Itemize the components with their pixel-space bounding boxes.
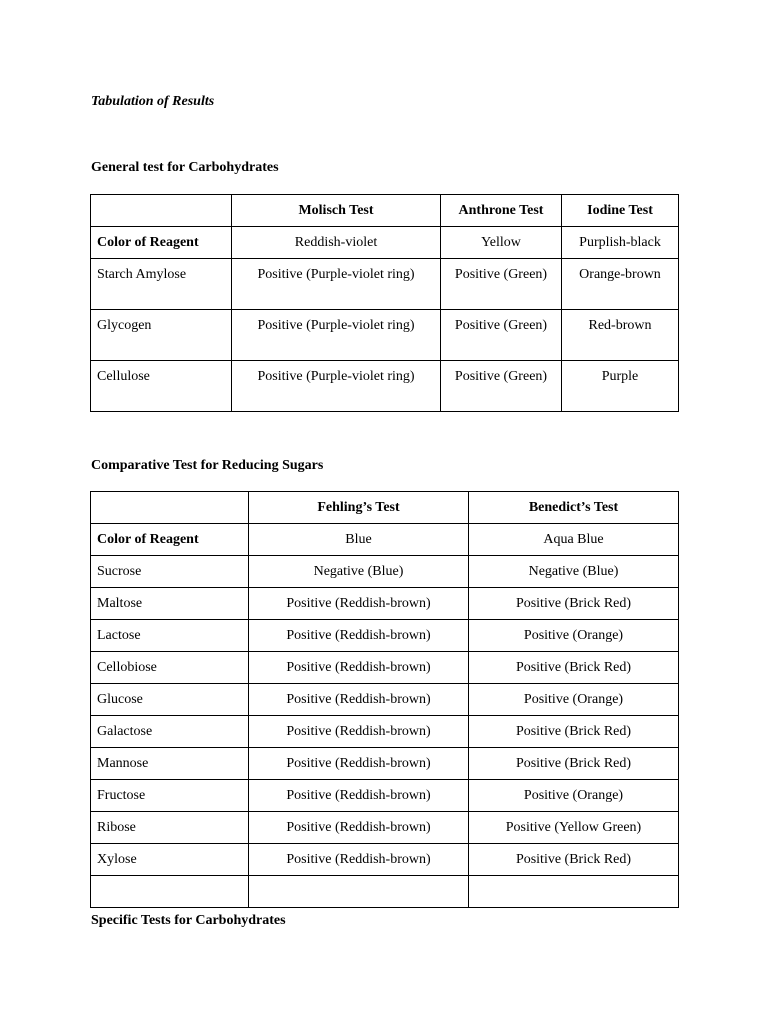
table-row	[91, 310, 679, 361]
row-label: Color of Reagent	[91, 524, 249, 556]
table-cell: Positive (Purple-violet ring)	[232, 361, 441, 412]
column-header	[91, 195, 232, 227]
table-row	[91, 524, 679, 556]
table-cell: Positive (Brick Red)	[469, 588, 679, 620]
table-cell: Red-brown	[562, 310, 679, 361]
specific-test-heading: Specific Tests for Carbohydrates	[91, 913, 286, 928]
table-cell: Positive (Reddish-brown)	[249, 652, 469, 684]
row-label: Cellulose	[91, 361, 232, 412]
column-header	[91, 492, 249, 524]
row-label: Maltose	[91, 588, 249, 620]
row-label: Xylose	[91, 844, 249, 876]
table-cell: Purple	[562, 361, 679, 412]
table-cell: Positive (Brick Red)	[469, 844, 679, 876]
table-cell: Orange-brown	[562, 259, 679, 310]
table-row	[91, 684, 679, 716]
table-row	[91, 652, 679, 684]
table-cell: Positive (Green)	[441, 259, 562, 310]
table-row	[91, 844, 679, 876]
column-header: Iodine Test	[562, 195, 679, 227]
row-label: Cellobiose	[91, 652, 249, 684]
table-cell: Blue	[249, 524, 469, 556]
column-header: Fehling’s Test	[249, 492, 469, 524]
comparative-test-table	[90, 491, 679, 908]
column-header: Molisch Test	[232, 195, 441, 227]
column-header: Anthrone Test	[441, 195, 562, 227]
table-cell: Negative (Blue)	[469, 556, 679, 588]
table-cell: Positive (Orange)	[469, 780, 679, 812]
table-row	[91, 620, 679, 652]
row-label	[91, 876, 249, 908]
table-cell: Positive (Brick Red)	[469, 748, 679, 780]
row-label: Galactose	[91, 716, 249, 748]
table-cell: Positive (Orange)	[469, 620, 679, 652]
table-cell: Positive (Green)	[441, 310, 562, 361]
table-cell	[249, 876, 469, 908]
table-header-row	[91, 195, 679, 227]
table-row	[91, 227, 679, 259]
table-row	[91, 812, 679, 844]
table-cell: Yellow	[441, 227, 562, 259]
table-row	[91, 588, 679, 620]
table-row	[91, 876, 679, 908]
table-cell	[469, 876, 679, 908]
table-cell: Aqua Blue	[469, 524, 679, 556]
column-header: Benedict’s Test	[469, 492, 679, 524]
page-title: Tabulation of Results	[91, 94, 215, 109]
table-cell: Reddish-violet	[232, 227, 441, 259]
table-header-row	[91, 492, 679, 524]
table-cell: Positive (Brick Red)	[469, 652, 679, 684]
table-cell: Positive (Purple-violet ring)	[232, 310, 441, 361]
row-label: Sucrose	[91, 556, 249, 588]
row-label: Ribose	[91, 812, 249, 844]
table-row	[91, 748, 679, 780]
row-label: Color of Reagent	[91, 227, 232, 259]
table-cell: Positive (Reddish-brown)	[249, 844, 469, 876]
table-cell: Positive (Reddish-brown)	[249, 684, 469, 716]
table-cell: Positive (Orange)	[469, 684, 679, 716]
table-cell: Positive (Yellow Green)	[469, 812, 679, 844]
row-label: Starch Amylose	[91, 259, 232, 310]
table-cell: Positive (Reddish-brown)	[249, 716, 469, 748]
table-cell: Positive (Reddish-brown)	[249, 588, 469, 620]
general-test-heading: General test for Carbohydrates	[91, 160, 279, 175]
table-row	[91, 361, 679, 412]
table-row	[91, 716, 679, 748]
table-cell: Positive (Purple-violet ring)	[232, 259, 441, 310]
general-test-table	[90, 194, 679, 412]
table-cell: Positive (Reddish-brown)	[249, 748, 469, 780]
table-row	[91, 259, 679, 310]
table-cell: Purplish-black	[562, 227, 679, 259]
table-cell: Positive (Green)	[441, 361, 562, 412]
table-row	[91, 556, 679, 588]
table-cell: Positive (Reddish-brown)	[249, 620, 469, 652]
comparative-test-heading: Comparative Test for Reducing Sugars	[91, 458, 324, 473]
row-label: Fructose	[91, 780, 249, 812]
row-label: Glucose	[91, 684, 249, 716]
table-cell: Positive (Brick Red)	[469, 716, 679, 748]
table-cell: Negative (Blue)	[249, 556, 469, 588]
row-label: Mannose	[91, 748, 249, 780]
row-label: Lactose	[91, 620, 249, 652]
table-row	[91, 780, 679, 812]
table-cell: Positive (Reddish-brown)	[249, 780, 469, 812]
row-label: Glycogen	[91, 310, 232, 361]
table-cell: Positive (Reddish-brown)	[249, 812, 469, 844]
